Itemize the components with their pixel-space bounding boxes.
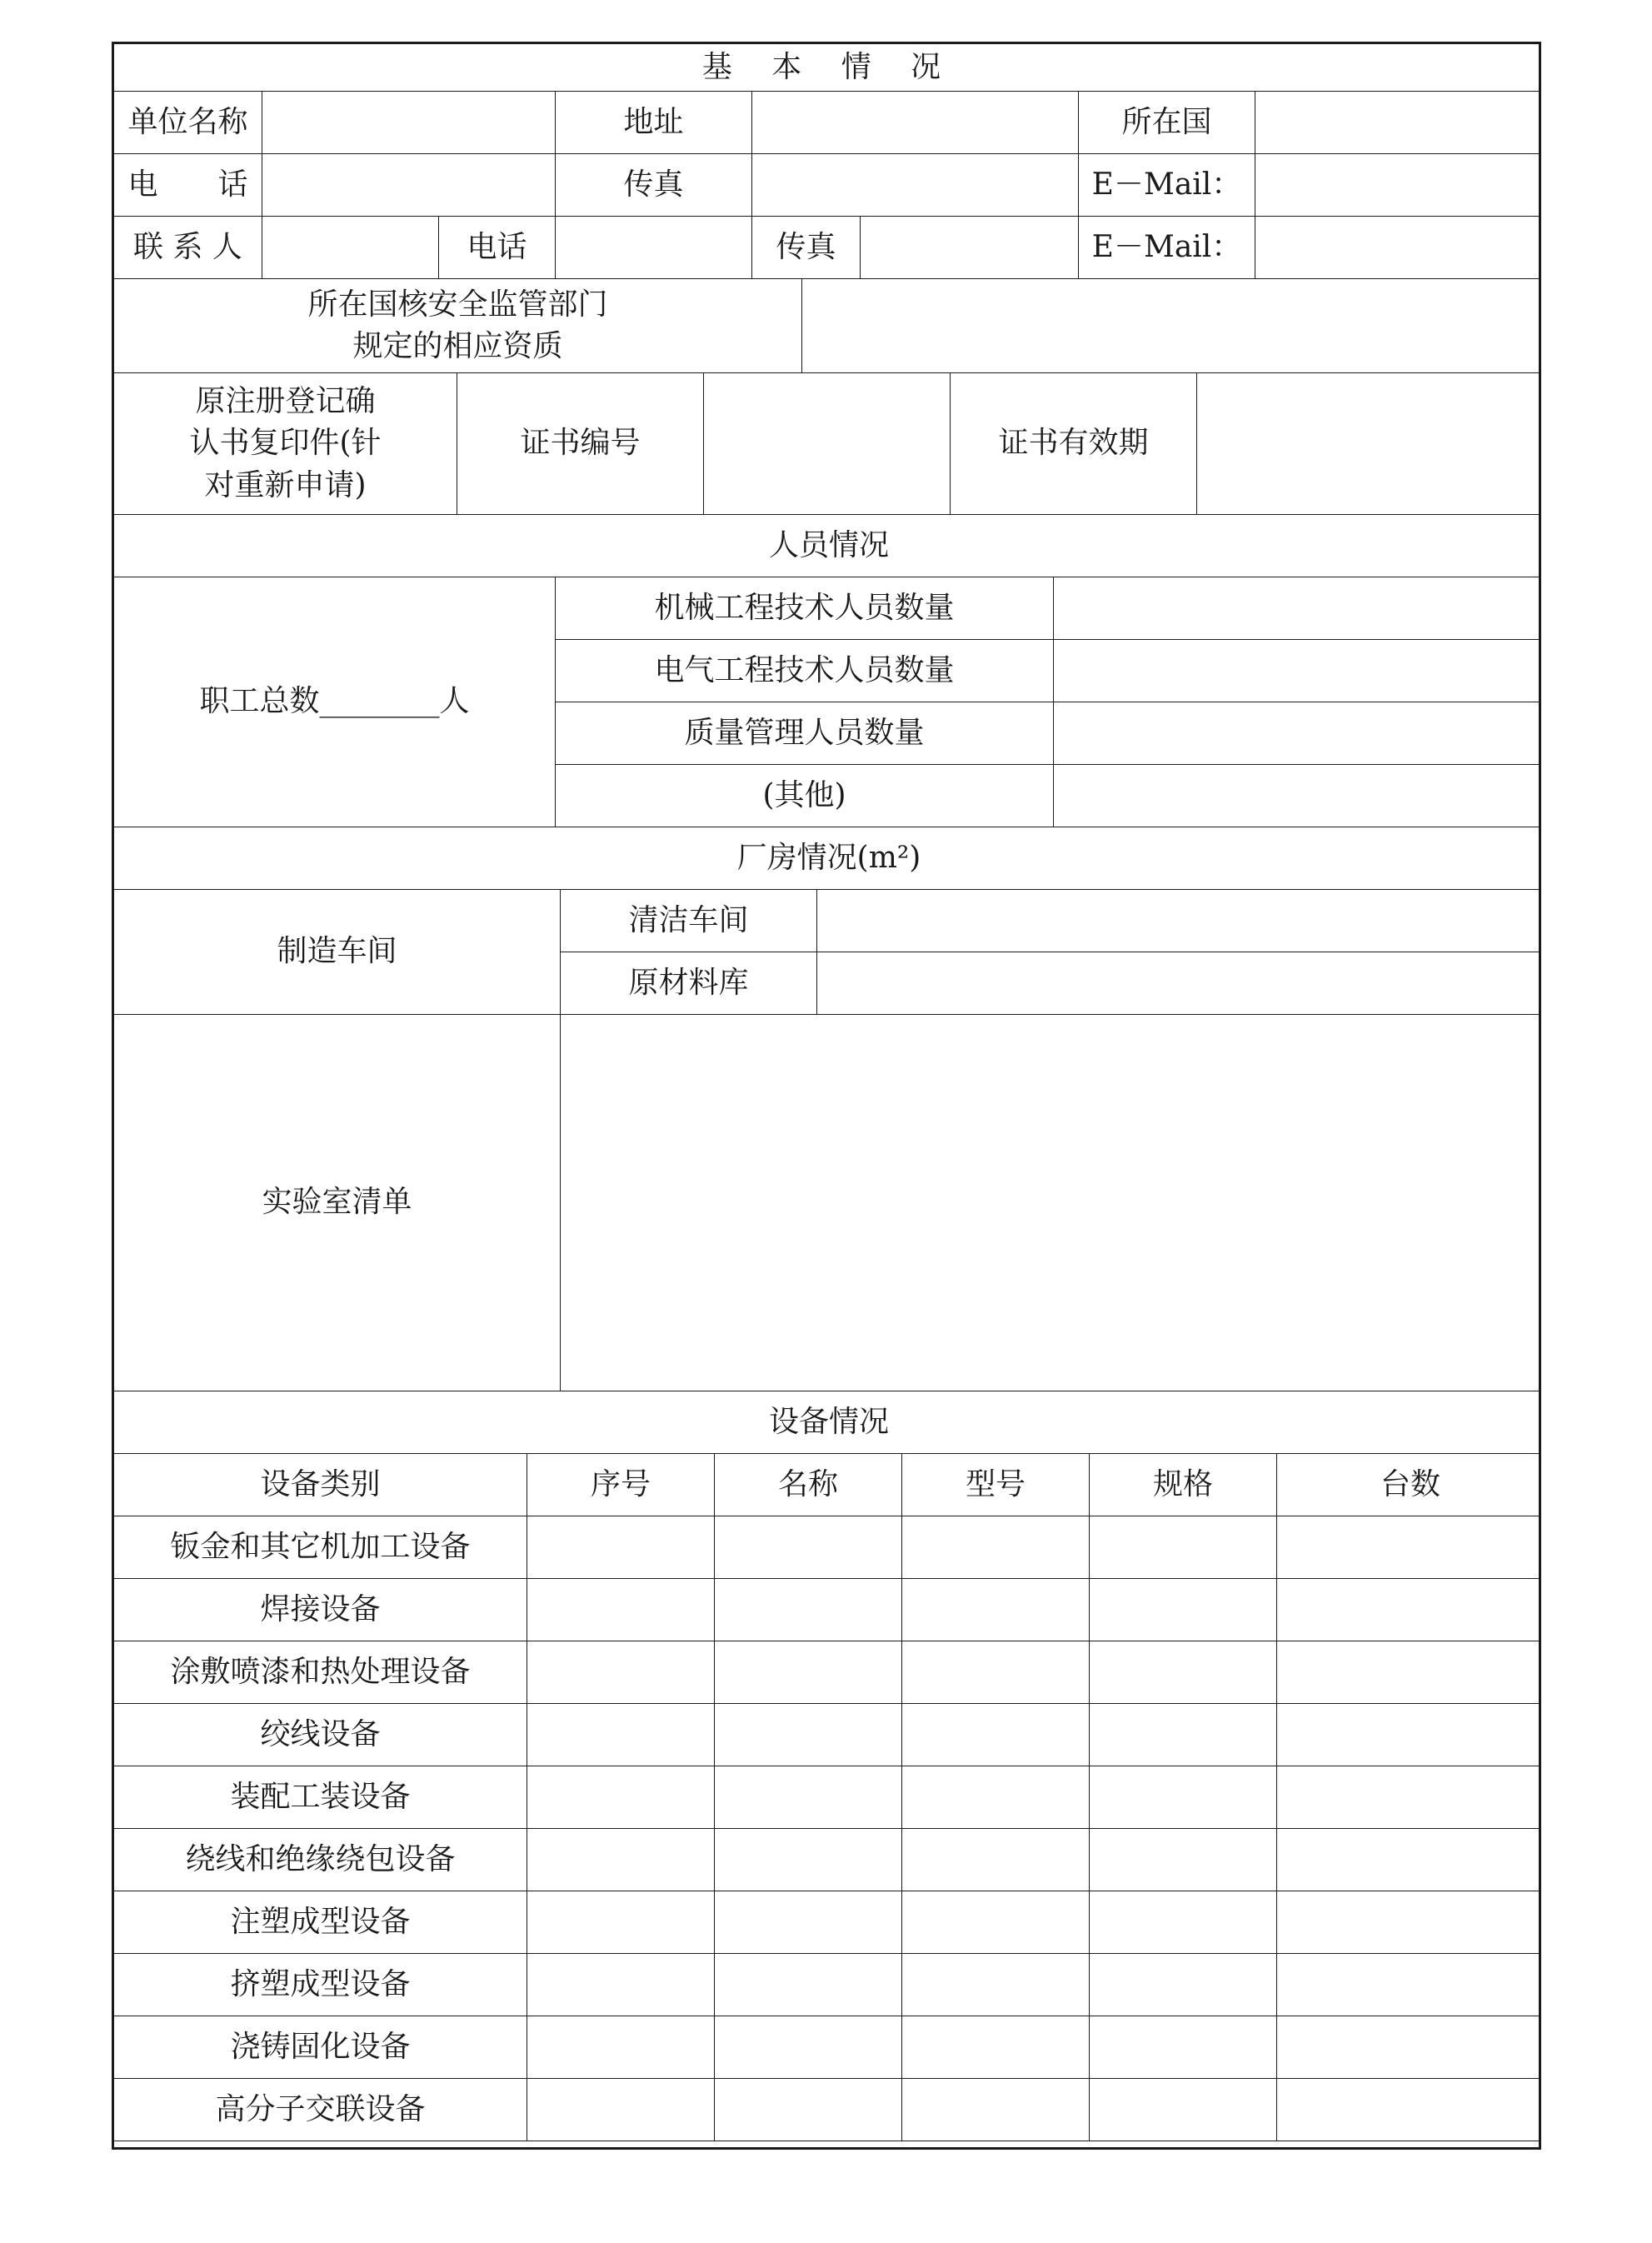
section-title-personnel: 人员情况 [114,515,1541,577]
field-equipment-spec[interactable] [1090,1829,1277,1891]
field-workshop-area[interactable] [817,890,1541,952]
label-fax: 传真 [556,154,752,217]
field-laboratory-list[interactable] [561,1015,1541,1391]
field-equipment-name[interactable] [715,1891,902,1954]
label-email: E－Mail： [1079,154,1255,217]
field-equipment-spec[interactable] [1090,1891,1277,1954]
label-regulatory-qualification: 所在国核安全监管部门 规定的相应资质 [114,279,802,373]
field-equipment-name[interactable] [715,1766,902,1829]
header-name: 名称 [715,1454,902,1516]
field-equipment-serial-number[interactable] [527,1829,715,1891]
label-certificate-number: 证书编号 [457,373,704,515]
label-certificate-validity: 证书有效期 [951,373,1197,515]
field-unit-name[interactable] [262,92,556,154]
label-personnel-row: (其他) [556,765,1054,827]
field-equipment-spec[interactable] [1090,1641,1277,1704]
field-equipment-serial-number[interactable] [527,2016,715,2079]
label-contact-email: E－Mail： [1079,217,1255,279]
label-equipment-category: 装配工装设备 [114,1766,527,1829]
field-equipment-model[interactable] [902,2079,1090,2141]
field-equipment-quantity[interactable] [1277,1579,1541,1641]
header-quantity: 台数 [1277,1454,1541,1516]
label-equipment-category: 焊接设备 [114,1579,527,1641]
field-equipment-quantity[interactable] [1277,1829,1541,1891]
field-contact-email[interactable] [1255,217,1541,279]
field-email[interactable] [1255,154,1541,217]
field-fax[interactable] [752,154,1079,217]
header-spec: 规格 [1090,1454,1277,1516]
field-equipment-serial-number[interactable] [527,1704,715,1766]
field-equipment-spec[interactable] [1090,1766,1277,1829]
label-contact-phone: 电话 [439,217,556,279]
field-equipment-model[interactable] [902,1579,1090,1641]
label-equipment-category: 注塑成型设备 [114,1891,527,1954]
field-equipment-serial-number[interactable] [527,1579,715,1641]
field-equipment-model[interactable] [902,1954,1090,2016]
section-title-plant: 厂房情况(m²) [114,827,1541,890]
field-equipment-spec[interactable] [1090,1954,1277,2016]
field-equipment-quantity[interactable] [1277,1891,1541,1954]
field-contact-fax[interactable] [861,217,1079,279]
label-manufacturing-workshop: 制造车间 [114,890,561,1015]
field-phone[interactable] [262,154,556,217]
label-equipment-category: 钣金和其它机加工设备 [114,1516,527,1579]
field-equipment-serial-number[interactable] [527,2079,715,2141]
field-personnel-count[interactable] [1054,765,1541,827]
basic-info-form [112,42,1541,2150]
label-unit-name: 单位名称 [114,92,262,154]
field-equipment-name[interactable] [715,2079,902,2141]
field-equipment-quantity[interactable] [1277,1704,1541,1766]
field-equipment-spec[interactable] [1090,1704,1277,1766]
field-equipment-name[interactable] [715,1704,902,1766]
label-equipment-category: 挤塑成型设备 [114,1954,527,2016]
field-equipment-model[interactable] [902,1516,1090,1579]
field-equipment-model[interactable] [902,1704,1090,1766]
label-equipment-category: 绞线设备 [114,1704,527,1766]
field-equipment-quantity[interactable] [1277,2079,1541,2141]
field-equipment-spec[interactable] [1090,1516,1277,1579]
field-certificate-validity[interactable] [1197,373,1541,515]
field-workshop-area[interactable] [817,952,1541,1015]
field-equipment-name[interactable] [715,2016,902,2079]
field-equipment-name[interactable] [715,1954,902,2016]
field-equipment-serial-number[interactable] [527,1891,715,1954]
label-workshop-row: 清洁车间 [561,890,817,952]
field-equipment-quantity[interactable] [1277,1641,1541,1704]
label-contact-fax: 传真 [752,217,861,279]
label-workshop-row: 原材料库 [561,952,817,1015]
field-contact-phone[interactable] [556,217,752,279]
header-serial-number: 序号 [527,1454,715,1516]
field-equipment-model[interactable] [902,1641,1090,1704]
label-registration-copy: 原注册登记确 认书复印件(针 对重新申请) [114,373,457,515]
field-equipment-model[interactable] [902,1766,1090,1829]
label-personnel-row: 电气工程技术人员数量 [556,640,1054,702]
label-address: 地址 [556,92,752,154]
field-equipment-name[interactable] [715,1516,902,1579]
field-equipment-spec[interactable] [1090,2079,1277,2141]
field-equipment-name[interactable] [715,1641,902,1704]
field-country[interactable] [1255,92,1541,154]
field-personnel-count[interactable] [1054,702,1541,765]
field-equipment-spec[interactable] [1090,2016,1277,2079]
label-total-staff: 职工总数________人 [114,577,556,827]
field-equipment-quantity[interactable] [1277,1954,1541,2016]
field-contact-person[interactable] [262,217,439,279]
header-model: 型号 [902,1454,1090,1516]
field-equipment-serial-number[interactable] [527,1954,715,2016]
field-equipment-spec[interactable] [1090,1579,1277,1641]
label-equipment-category: 浇铸固化设备 [114,2016,527,2079]
field-equipment-serial-number[interactable] [527,1641,715,1704]
field-equipment-name[interactable] [715,1579,902,1641]
label-contact-person: 联 系 人 [114,217,262,279]
field-equipment-model[interactable] [902,1829,1090,1891]
field-equipment-name[interactable] [715,1829,902,1891]
field-equipment-serial-number[interactable] [527,1766,715,1829]
section-title-basic-info: 基 本 情 况 [114,44,1541,92]
section-title-equipment: 设备情况 [114,1391,1541,1454]
field-equipment-quantity[interactable] [1277,1766,1541,1829]
label-phone: 电 话 [114,154,262,217]
field-personnel-count[interactable] [1054,640,1541,702]
field-certificate-number[interactable] [704,373,951,515]
field-equipment-model[interactable] [902,2016,1090,2079]
label-laboratory-list: 实验室清单 [114,1015,561,1391]
field-regulatory-qualification[interactable] [802,279,1541,373]
label-country: 所在国 [1079,92,1255,154]
field-equipment-serial-number[interactable] [527,1516,715,1579]
field-equipment-model[interactable] [902,1891,1090,1954]
label-equipment-category: 涂敷喷漆和热处理设备 [114,1641,527,1704]
field-address[interactable] [752,92,1079,154]
label-personnel-row: 质量管理人员数量 [556,702,1054,765]
field-personnel-count[interactable] [1054,577,1541,640]
label-personnel-row: 机械工程技术人员数量 [556,577,1054,640]
field-equipment-quantity[interactable] [1277,2016,1541,2079]
field-equipment-quantity[interactable] [1277,1516,1541,1579]
label-equipment-category: 绕线和绝缘绕包设备 [114,1829,527,1891]
header-equipment-category: 设备类别 [114,1454,527,1516]
label-equipment-category: 高分子交联设备 [114,2079,527,2141]
